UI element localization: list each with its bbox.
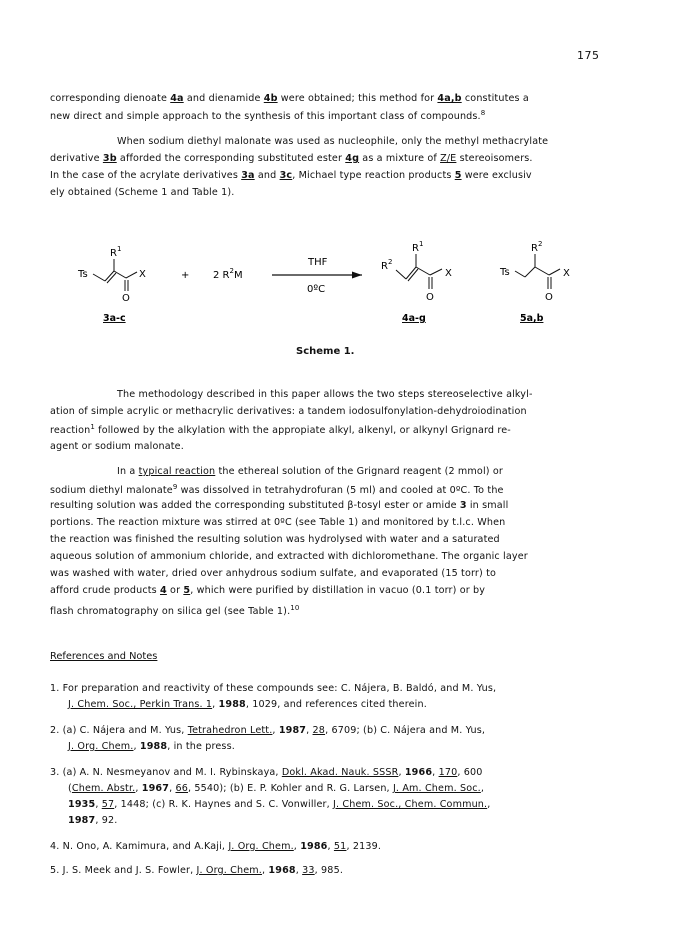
text: 4. N. Ono, A. Kamimura, and A.Kaji, [50,841,229,852]
text: , which were purified by distillation in vacuo (0.1 torr) or by [190,585,486,596]
text: sodium diethyl malonate [50,485,173,497]
volume: 28 [312,725,326,736]
year: 1987 [68,815,96,826]
x-label: X [139,269,146,280]
text: , 1029, and references cited therein. [245,699,427,710]
text: , [135,783,142,794]
text: derivative [50,153,103,164]
citation-superscript: 9 [172,483,178,491]
compound-ref: 3b [102,153,117,164]
text: , 6709; (b) C. Nájera and M. Yus, [325,725,486,736]
para2-line1: When sodium diethyl malonate was used as nucleophile, only the methyl methacrylate [117,136,549,147]
text: as a mixture of [359,153,441,164]
text: , [293,841,301,852]
year: 1967 [141,783,170,794]
text: , [480,783,485,794]
journal-name: J. Org. Chem. [68,741,134,752]
compound-ref: 4b [263,93,278,104]
text: resulting solution was added the corresponding substituted [50,500,348,511]
text: 5. J. S. Meek and J. S. Fowler, [50,865,197,876]
citation-superscript: 1 [90,423,95,431]
text: and dienamide [183,93,264,104]
text: , in the press. [167,741,235,752]
para2-line2 [50,153,533,164]
para4-line8 [50,585,485,596]
volume: 57 [101,799,115,810]
journal-name: J. Chem. Soc., Perkin Trans. 1 [68,699,213,710]
text: , [272,725,279,736]
text: , [95,799,102,810]
year: 1988 [139,741,168,752]
para1-line1 [50,93,529,104]
text: in small [466,500,509,511]
text: , [295,865,303,876]
volume: 51 [333,841,347,852]
o-label: O [122,293,130,304]
text: , [487,799,491,810]
text: , Michael type reaction products [292,170,455,181]
compound-label-4: 4a-g [402,313,426,324]
references-heading: References and Notes [50,651,158,662]
emphasis: typical reaction [138,466,216,477]
ts-label: Ts [78,269,88,280]
reference-3-line3 [68,799,490,810]
reference-3-line1 [50,767,483,778]
scheme-caption: Scheme 1. [296,346,355,357]
para4-line1 [117,466,503,477]
year: 1966 [404,767,433,778]
ts-label: Ts [500,267,510,278]
text: was dissolved in tetrahydrofuran (5 ml) and cooled at 0ºC. To the [177,485,504,497]
year: 1986 [300,841,328,852]
year: 1968 [268,865,296,876]
compound-ref: 3c [279,170,293,181]
o-label: O [545,292,553,303]
text: 3. (a) A. N. Nesmeyanov and M. I. Rybinskaya, [50,767,282,778]
o-label: O [426,292,434,303]
journal-name: J. Org. Chem. [228,841,294,852]
text: the ethereal solution of the Grignard reagent (2 mmol) or [215,466,503,477]
reference-2-line1 [50,725,485,736]
para4-line2 [50,483,504,496]
para4-line4: portions. The reaction mixture was stirred at 0ºC (see Table 1) and monitored by t.l.c. When [50,517,506,528]
text: , 5540); (b) E. P. Kohler and R. G. Larsen, [188,783,393,794]
text: , [327,841,334,852]
text: , [133,741,140,752]
r2-label: $R^2$ [381,258,393,272]
text: , 985. [314,865,344,876]
volume: 66 [175,783,188,794]
text: constitutes a [461,93,529,104]
para4-line6: aqueous solution of ammonium chloride, and extracted with dichloromethane. The organic layer [50,551,528,562]
compound-ref: 3 [459,500,467,511]
reference-3-line4 [68,815,117,826]
text: ( [68,783,72,794]
text: new direct and simple approach to the synthesis of this important class of compounds. [50,111,481,123]
condition-solvent: THF [308,257,328,268]
para3-line1: The methodology described in this paper allows the two steps stereoselective alkyl- [117,389,533,400]
year: 1987 [278,725,307,736]
compound-label-5: 5a,b [520,313,544,324]
compound-label-3: 3a-c [103,313,126,324]
journal-name: Dokl. Akad. Nauk. SSSR [281,767,399,778]
para3-line2: ation of simple acrylic or methacrylic derivatives: a tandem iodosulfonylation-dehydroiodination [50,406,527,417]
text: In a [117,466,139,477]
text: , [262,865,269,876]
year: 1935 [68,799,96,810]
text: β-tosyl ester or amide [347,500,460,511]
para4-line5: the reaction was finished the resulting solution was hydrolysed with water and a saturated [50,534,500,545]
volume: 33 [302,865,315,876]
year: 1988 [218,699,246,710]
compound-ref: 4a [170,93,184,104]
text: , [306,725,313,736]
reference-3-line2 [68,783,484,794]
para2-line3 [50,170,532,181]
journal-name: J. Chem. Soc., Chem. Commun. [333,799,488,810]
text: , [398,767,405,778]
text: , 2139. [346,841,382,852]
journal-name: Chem. Abstr. [71,783,136,794]
text: followed by the alkylation with the appropiate alkyl, alkenyl, or alkynyl Grignard re- [94,425,511,437]
text: , 92. [95,815,118,826]
r2-label: $R^2$ [531,240,543,254]
text: afforded the corresponding substituted ester [116,153,346,164]
reference-1-line1 [50,683,496,694]
text: , [169,783,176,794]
text: , 600 [457,767,483,778]
stereo-label: Z/E [440,153,457,164]
reference-4 [50,841,381,852]
page-number: 175 [577,49,600,62]
r1-label: $R^1$ [110,245,122,259]
text: flash chromatography on silica gel (see Table 1). [50,606,291,618]
reference-5 [50,865,343,876]
compound-ref: 4a,b [437,93,462,104]
reactant-structure [77,245,146,304]
para4-line3 [50,500,508,511]
text: In the case of the acrylate derivatives [50,170,242,181]
text: or [166,585,184,596]
para1-line2 [50,109,485,122]
r1-label: $R^1$ [412,240,424,254]
text: 2. (a) C. Nájera and M. Yus, [50,725,188,736]
text: 1. For preparation and reactivity of these compounds see: C. Nájera, B. Baldó, and M. Yus, [50,683,497,694]
reagent-label: 2 $R^2M$ [213,267,243,281]
text: were obtained; this method for [277,93,438,104]
journal-name: J. Org. Chem. [196,865,263,876]
compound-ref: 4g [345,153,360,164]
text: afford crude products [50,585,161,596]
journal-name: Tetrahedron Lett. [187,725,273,736]
text: stereoisomers. [456,153,533,164]
text: were exclusiv [461,170,532,181]
citation-superscript: 8 [480,109,486,117]
product-5-structure [499,240,570,303]
journal-name: J. Am. Chem. Soc. [392,783,481,794]
volume: 170 [438,767,458,778]
condition-temperature: 0ºC [307,284,326,295]
text: and [254,170,280,181]
text: corresponding dienoate [50,93,171,104]
reaction-arrow [272,257,362,295]
text: , [432,767,439,778]
x-label: X [563,268,570,279]
x-label: X [445,268,452,279]
text: reaction [50,425,91,437]
compound-ref: 5 [183,585,191,596]
plus-sign: + [181,270,190,281]
compound-ref: 4 [160,585,167,596]
compound-ref: 5 [454,170,462,181]
citation-superscript: 10 [290,604,300,612]
para3-line4: agent or sodium malonate. [50,441,184,452]
reference-1-line2 [68,699,427,710]
reaction-scheme [0,225,680,345]
para3-line3 [50,423,511,436]
para4-line7: was washed with water, dried over anhydrous sodium sulfate, and evaporated (15 torr) to [50,568,497,579]
text: , [212,699,219,710]
product-4-structure [381,240,452,303]
reference-2-line2 [68,741,235,752]
para2-line4: ely obtained (Scheme 1 and Table 1). [50,187,235,198]
compound-ref: 3a [241,170,255,181]
para4-line9 [50,604,300,617]
text: , 1448; (c) R. K. Haynes and S. C. Vonwiller, [114,799,333,810]
